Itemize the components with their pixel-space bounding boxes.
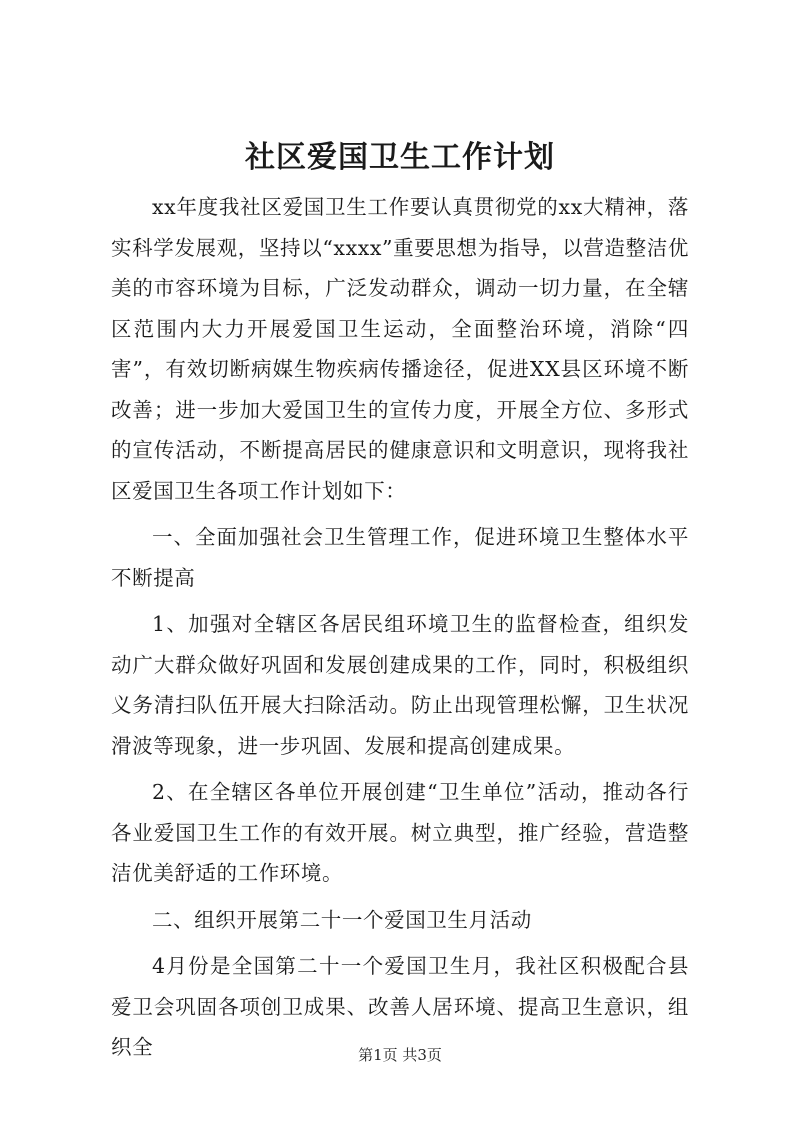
section-heading-1: 一、全面加强社会卫生管理工作，促进环境卫生整体水平不断提高 — [111, 525, 689, 590]
section-2-paragraph: 4月份是全国第二十一个爱国卫生月，我社区积极配合县爱卫会巩固各项创卫成果、改善人居环境、提高卫生意识，组织全 — [111, 954, 689, 1059]
list-item-2: 2、在全辖区各单位开展创建“卫生单位”活动，推动各行各业爱国卫生工作的有效开展。树立典型，推广经验，营造整洁优美舒适的工作环境。 — [111, 780, 689, 885]
intro-paragraph: xx年度我社区爱国卫生工作要认真贯彻党的xx大精神，落实科学发展观，坚持以“xxxx”重要思想为指导，以营造整洁优美的市容环境为目标，广泛发动群众，调动一切力量，在全辖区范围内大力开展爱国卫生运动，全面整治环境，消除“四害”，有效切断病媒生物疾病传播途径，促进XX县区环境不断改善；进一步加大爱国卫生的宣传力度，开展全方位、多形式的宣传活动，不断提高居民的健康意识和文明意识，现将我社区爱国卫生各项工作计划如下： — [111, 195, 689, 503]
page-number-footer: 第1页 共3页 — [358, 1046, 442, 1064]
document-title: 社区爱国卫生工作计划 — [245, 140, 555, 175]
list-item-1: 1、加强对全辖区各居民组环境卫生的监督检查，组织发动广大群众做好巩固和发展创建成果的工作，同时，积极组织义务清扫队伍开展大扫除活动。防止出现管理松懈，卫生状况滑波等现象，进一步巩固、发展和提高创建成果。 — [111, 612, 689, 758]
section-heading-2: 二、组织开展第二十一个爱国卫生月活动 — [152, 907, 532, 932]
document-body — [111, 187, 689, 1074]
